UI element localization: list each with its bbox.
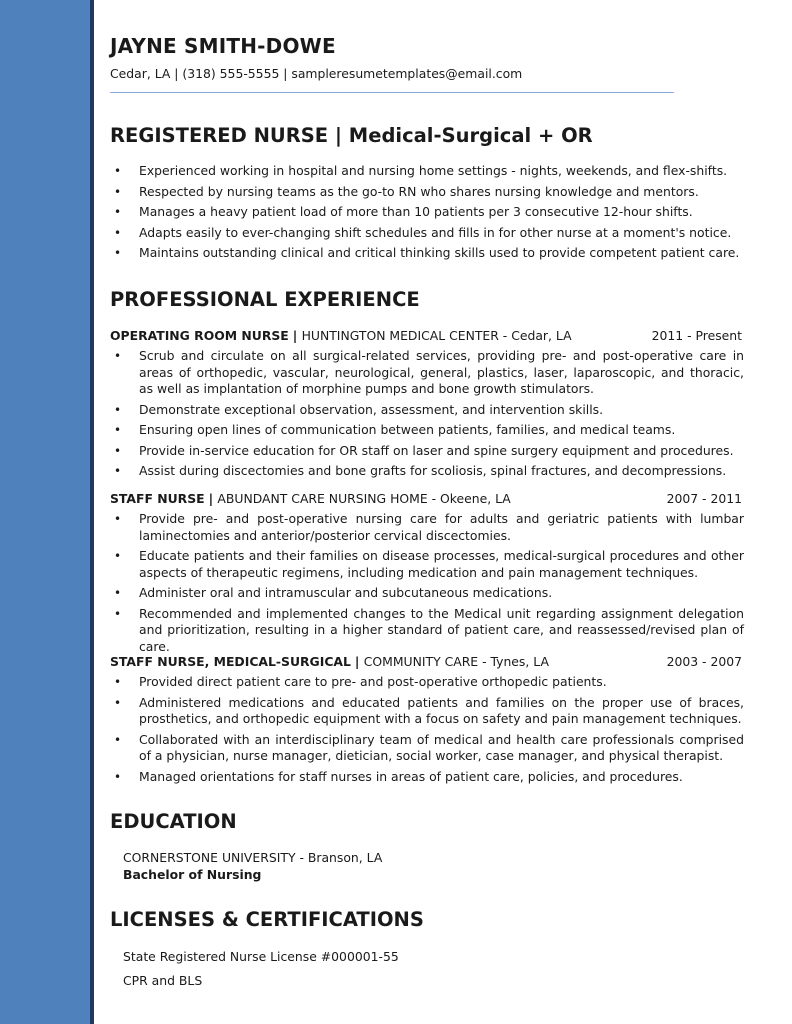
license-item: CPR and BLS: [123, 973, 203, 988]
list-item: • Adapts easily to ever-changing shift schedules and fills in for other nurse at a moment's notice.: [110, 225, 744, 242]
sidebar-edge: [90, 0, 94, 1024]
list-item: • Provide pre- and post-operative nursing care for adults and geriatric patients with lumbar laminectomies and anterior/posterior cervical discectomies.: [110, 511, 744, 544]
job-bullets: [110, 511, 744, 659]
job-employer: ABUNDANT CARE NURSING HOME - Okeene, LA: [217, 491, 511, 506]
list-item: • Collaborated with an interdisciplinary team of medical and health care professionals comprised of a physician, nurse manager, dietician, social worker, case manager, and physical therapist.: [110, 732, 744, 765]
job-bullets: [110, 348, 744, 484]
list-item: • Educate patients and their families on disease processes, medical-surgical procedures and other aspects of therapeutic regimens, including medication and pain management techniques.: [110, 548, 744, 581]
degree-name: Bachelor of Nursing: [123, 867, 262, 882]
job-title: STAFF NURSE, MEDICAL-SURGICAL: [110, 654, 351, 669]
license-item: State Registered Nurse License #000001-55: [123, 949, 399, 964]
job-header: STAFF NURSE | ABUNDANT CARE NURSING HOME - Okeene, LA 2007 - 2011: [110, 491, 742, 506]
list-item: • Administer oral and intramuscular and subcutaneous medications.: [110, 585, 744, 602]
experience-heading: PROFESSIONAL EXPERIENCE: [110, 288, 420, 311]
list-item: • Demonstrate exceptional observation, assessment, and intervention skills.: [110, 402, 744, 419]
list-item: • Assist during discectomies and bone grafts for scoliosis, spinal fractures, and decompressions.: [110, 463, 744, 480]
school-name: CORNERSTONE UNIVERSITY - Branson, LA: [123, 850, 383, 865]
job-bullets: [110, 674, 744, 789]
job-title: OPERATING ROOM NURSE: [110, 328, 289, 343]
list-item: • Ensuring open lines of communication between patients, families, and medical teams.: [110, 422, 744, 439]
contact-line: Cedar, LA | (318) 555-5555 | sampleresumetemplates@email.com: [110, 66, 523, 81]
header-divider: [110, 92, 674, 93]
list-item: • Managed orientations for staff nurses in areas of patient care, policies, and procedures.: [110, 769, 744, 786]
job-dates: 2003 - 2007: [666, 654, 742, 669]
education-entry: [123, 849, 382, 883]
job-header: OPERATING ROOM NURSE | HUNTINGTON MEDICAL CENTER - Cedar, LA 2011 - Present: [110, 328, 742, 343]
list-item: • Scrub and circulate on all surgical-related services, providing pre- and post-operative care in areas of orthopedic, vascular, neurological, general, plastics, laser, laparoscopic, and thoracic, as well as implantation of morphine pumps and bone growth stimulators.: [110, 348, 744, 398]
list-item: • Manages a heavy patient load of more than 10 patients per 3 consecutive 12-hour shifts.: [110, 204, 744, 221]
job-dates: 2011 - Present: [651, 328, 742, 343]
list-item: • Respected by nursing teams as the go-to RN who shares nursing knowledge and mentors.: [110, 184, 744, 201]
licenses-heading: LICENSES & CERTIFICATIONS: [110, 908, 424, 931]
job-employer: HUNTINGTON MEDICAL CENTER - Cedar, LA: [301, 328, 572, 343]
list-item: • Provide in-service education for OR staff on laser and spine surgery equipment and procedures.: [110, 443, 744, 460]
summary-bullets: [110, 163, 744, 266]
list-item: • Recommended and implemented changes to the Medical unit regarding assignment delegation and prioritization, resulting in a higher standard of patient care, and reassessed/revised plan of care.: [110, 606, 744, 656]
list-item: • Maintains outstanding clinical and critical thinking skills used to provide competent patient care.: [110, 245, 744, 262]
education-heading: EDUCATION: [110, 810, 237, 833]
list-item: • Provided direct patient care to pre- and post-operative orthopedic patients.: [110, 674, 744, 691]
sidebar-band: [0, 0, 90, 1024]
job-title: STAFF NURSE: [110, 491, 205, 506]
list-item: • Experienced working in hospital and nursing home settings - nights, weekends, and flex-shifts.: [110, 163, 744, 180]
list-item: • Administered medications and educated patients and families on the proper use of braces, prosthetics, and orthopedic equipment with a focus on safety and pain management techniques.: [110, 695, 744, 728]
job-dates: 2007 - 2011: [666, 491, 742, 506]
candidate-name: JAYNE SMITH-DOWE: [110, 34, 336, 58]
summary-title: REGISTERED NURSE | Medical-Surgical + OR: [110, 124, 593, 147]
job-employer: COMMUNITY CARE - Tynes, LA: [363, 654, 549, 669]
job-header: STAFF NURSE, MEDICAL-SURGICAL | COMMUNITY CARE - Tynes, LA 2003 - 2007: [110, 654, 742, 669]
